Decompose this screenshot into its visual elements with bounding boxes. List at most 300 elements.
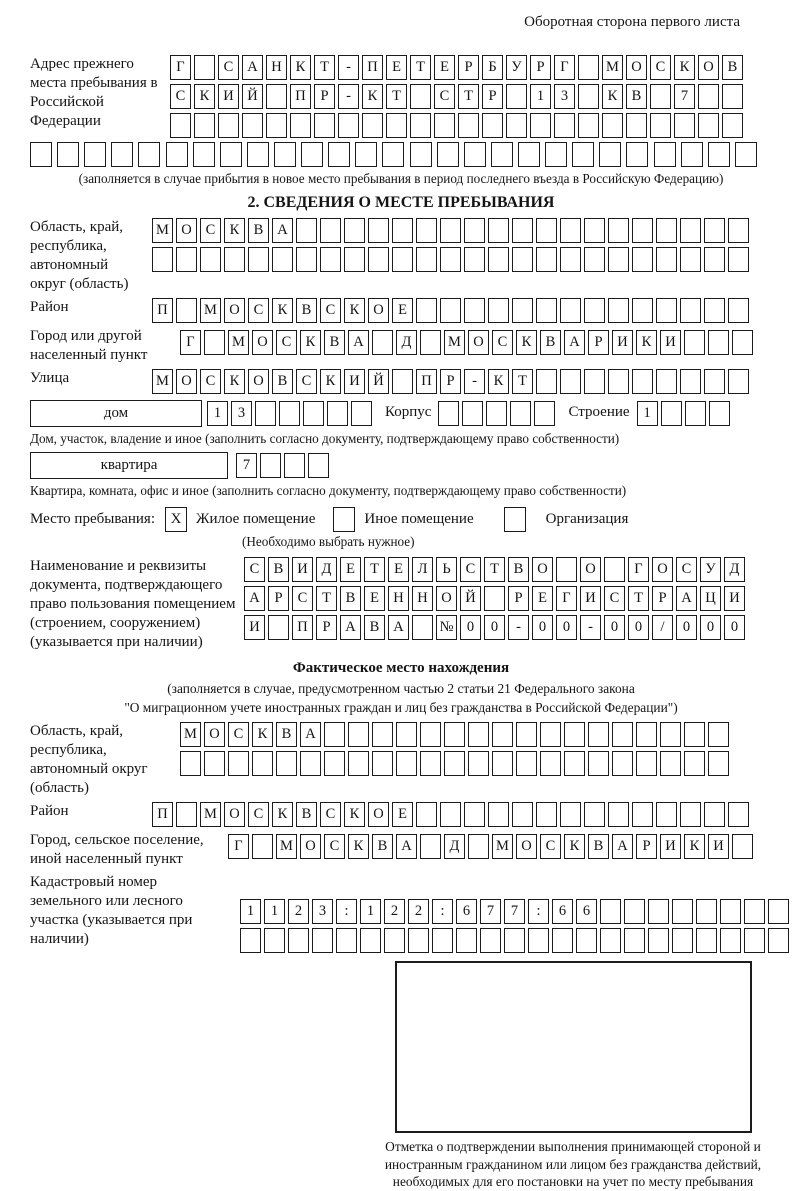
char-box[interactable]: В xyxy=(364,615,385,640)
char-box[interactable]: С xyxy=(492,330,513,355)
char-box[interactable] xyxy=(420,751,441,776)
char-box[interactable] xyxy=(560,802,581,827)
char-box[interactable]: 0 xyxy=(700,615,721,640)
char-box[interactable] xyxy=(560,298,581,323)
char-box[interactable] xyxy=(276,751,297,776)
char-box[interactable]: М xyxy=(602,55,623,80)
char-box[interactable] xyxy=(464,247,485,272)
char-box[interactable] xyxy=(512,247,533,272)
char-box[interactable]: В xyxy=(340,586,361,611)
char-box[interactable] xyxy=(416,218,437,243)
char-box[interactable] xyxy=(420,834,441,859)
char-box[interactable]: 1 xyxy=(240,899,261,924)
char-box[interactable]: - xyxy=(464,369,485,394)
char-box[interactable] xyxy=(684,722,705,747)
char-box[interactable] xyxy=(458,113,479,138)
char-box[interactable] xyxy=(420,330,441,355)
char-box[interactable]: В xyxy=(722,55,743,80)
char-box[interactable] xyxy=(488,298,509,323)
char-box[interactable]: В xyxy=(248,218,269,243)
char-box[interactable]: С xyxy=(228,722,249,747)
char-box[interactable] xyxy=(464,142,486,167)
char-box[interactable] xyxy=(709,401,730,426)
char-box[interactable] xyxy=(348,722,369,747)
char-box[interactable] xyxy=(416,298,437,323)
char-box[interactable]: А xyxy=(242,55,263,80)
char-box[interactable]: 0 xyxy=(628,615,649,640)
char-box[interactable]: 6 xyxy=(456,899,477,924)
char-box[interactable]: К xyxy=(344,298,365,323)
char-box[interactable] xyxy=(612,751,633,776)
char-box[interactable]: К xyxy=(684,834,705,859)
char-box[interactable] xyxy=(264,928,285,953)
char-box[interactable] xyxy=(491,142,513,167)
checkbox-organizatsiya[interactable] xyxy=(504,507,526,532)
char-box[interactable] xyxy=(152,247,173,272)
char-box[interactable]: С xyxy=(296,369,317,394)
char-box[interactable]: Г xyxy=(228,834,249,859)
char-box[interactable]: О xyxy=(204,722,225,747)
char-box[interactable]: 1 xyxy=(637,401,658,426)
char-box[interactable]: П xyxy=(290,84,311,109)
char-box[interactable] xyxy=(560,369,581,394)
char-box[interactable] xyxy=(84,142,106,167)
char-box[interactable] xyxy=(554,113,575,138)
char-box[interactable]: С xyxy=(604,586,625,611)
char-box[interactable] xyxy=(512,218,533,243)
char-box[interactable] xyxy=(704,247,725,272)
char-box[interactable]: Д xyxy=(724,557,745,582)
char-box[interactable] xyxy=(444,722,465,747)
char-box[interactable] xyxy=(204,330,225,355)
char-box[interactable]: Е xyxy=(388,557,409,582)
char-box[interactable] xyxy=(218,113,239,138)
char-box[interactable]: Б xyxy=(482,55,503,80)
char-box[interactable]: Н xyxy=(412,586,433,611)
char-box[interactable]: 7 xyxy=(674,84,695,109)
char-box[interactable] xyxy=(410,142,432,167)
char-box[interactable] xyxy=(416,247,437,272)
char-box[interactable] xyxy=(336,928,357,953)
char-box[interactable] xyxy=(464,218,485,243)
char-box[interactable]: Л xyxy=(412,557,433,582)
char-box[interactable]: 0 xyxy=(532,615,553,640)
char-box[interactable] xyxy=(351,401,372,426)
char-box[interactable]: 0 xyxy=(484,615,505,640)
char-box[interactable] xyxy=(572,142,594,167)
char-box[interactable] xyxy=(392,218,413,243)
char-box[interactable]: Е xyxy=(532,586,553,611)
char-box[interactable] xyxy=(672,899,693,924)
char-box[interactable] xyxy=(578,84,599,109)
char-box[interactable] xyxy=(768,928,789,953)
char-box[interactable] xyxy=(242,113,263,138)
char-box[interactable] xyxy=(672,928,693,953)
char-box[interactable] xyxy=(632,218,653,243)
char-box[interactable] xyxy=(540,751,561,776)
char-box[interactable] xyxy=(170,113,191,138)
char-box[interactable] xyxy=(252,751,273,776)
char-box[interactable]: С xyxy=(320,298,341,323)
char-box[interactable] xyxy=(434,113,455,138)
char-box[interactable] xyxy=(578,55,599,80)
char-box[interactable] xyxy=(681,142,703,167)
char-box[interactable]: В xyxy=(268,557,289,582)
char-box[interactable] xyxy=(528,928,549,953)
char-box[interactable] xyxy=(111,142,133,167)
char-box[interactable] xyxy=(444,751,465,776)
char-box[interactable]: Т xyxy=(628,586,649,611)
char-box[interactable] xyxy=(410,84,431,109)
char-box[interactable] xyxy=(608,802,629,827)
char-box[interactable] xyxy=(632,369,653,394)
char-box[interactable] xyxy=(656,298,677,323)
char-box[interactable]: А xyxy=(676,586,697,611)
char-box[interactable] xyxy=(624,899,645,924)
char-box[interactable] xyxy=(536,802,557,827)
char-box[interactable] xyxy=(328,142,350,167)
char-box[interactable] xyxy=(437,142,459,167)
checkbox-inoe[interactable] xyxy=(333,507,355,532)
char-box[interactable] xyxy=(540,722,561,747)
char-box[interactable] xyxy=(648,899,669,924)
char-box[interactable] xyxy=(584,218,605,243)
char-box[interactable]: И xyxy=(708,834,729,859)
char-box[interactable]: 2 xyxy=(384,899,405,924)
char-box[interactable] xyxy=(728,802,749,827)
char-box[interactable]: 0 xyxy=(556,615,577,640)
char-box[interactable]: М xyxy=(200,298,221,323)
char-box[interactable]: К xyxy=(300,330,321,355)
char-box[interactable]: В xyxy=(272,369,293,394)
char-box[interactable] xyxy=(255,401,276,426)
char-box[interactable]: А xyxy=(300,722,321,747)
char-box[interactable]: К xyxy=(272,298,293,323)
char-box[interactable]: № xyxy=(436,615,457,640)
char-box[interactable]: С xyxy=(650,55,671,80)
char-box[interactable]: Т xyxy=(484,557,505,582)
char-box[interactable] xyxy=(696,899,717,924)
char-box[interactable]: Г xyxy=(554,55,575,80)
char-box[interactable]: Т xyxy=(316,586,337,611)
char-box[interactable] xyxy=(416,802,437,827)
char-box[interactable]: 3 xyxy=(312,899,333,924)
char-box[interactable] xyxy=(626,142,648,167)
char-box[interactable] xyxy=(545,142,567,167)
char-box[interactable]: А xyxy=(612,834,633,859)
char-box[interactable] xyxy=(698,113,719,138)
char-box[interactable]: К xyxy=(252,722,273,747)
char-box[interactable]: Р xyxy=(636,834,657,859)
char-box[interactable] xyxy=(698,84,719,109)
char-box[interactable] xyxy=(482,113,503,138)
char-box[interactable]: С xyxy=(276,330,297,355)
char-box[interactable] xyxy=(440,218,461,243)
char-box[interactable] xyxy=(372,751,393,776)
char-box[interactable]: Е xyxy=(386,55,407,80)
char-box[interactable]: 7 xyxy=(504,899,525,924)
char-box[interactable] xyxy=(440,298,461,323)
char-box[interactable] xyxy=(420,722,441,747)
char-box[interactable]: К xyxy=(348,834,369,859)
char-box[interactable]: М xyxy=(200,802,221,827)
char-box[interactable] xyxy=(372,330,393,355)
char-box[interactable]: С xyxy=(244,557,265,582)
char-box[interactable]: Е xyxy=(434,55,455,80)
char-box[interactable] xyxy=(228,751,249,776)
char-box[interactable] xyxy=(660,722,681,747)
char-box[interactable] xyxy=(578,113,599,138)
char-box[interactable]: Е xyxy=(392,298,413,323)
char-box[interactable]: Г xyxy=(170,55,191,80)
char-box[interactable] xyxy=(314,113,335,138)
char-box[interactable] xyxy=(722,84,743,109)
char-box[interactable]: А xyxy=(348,330,369,355)
char-box[interactable]: Р xyxy=(508,586,529,611)
char-box[interactable]: 7 xyxy=(480,899,501,924)
char-box[interactable] xyxy=(412,615,433,640)
char-box[interactable]: М xyxy=(180,722,201,747)
char-box[interactable] xyxy=(576,928,597,953)
char-box[interactable] xyxy=(684,751,705,776)
char-box[interactable] xyxy=(279,401,300,426)
char-box[interactable] xyxy=(608,247,629,272)
char-box[interactable]: М xyxy=(228,330,249,355)
char-box[interactable]: К xyxy=(320,369,341,394)
char-box[interactable]: Р xyxy=(440,369,461,394)
char-box[interactable] xyxy=(584,802,605,827)
char-box[interactable] xyxy=(268,615,289,640)
char-box[interactable] xyxy=(506,84,527,109)
char-box[interactable]: В xyxy=(276,722,297,747)
char-box[interactable]: У xyxy=(700,557,721,582)
char-box[interactable]: Е xyxy=(340,557,361,582)
char-box[interactable] xyxy=(296,218,317,243)
char-box[interactable]: 0 xyxy=(460,615,481,640)
char-box[interactable] xyxy=(584,298,605,323)
char-box[interactable] xyxy=(296,247,317,272)
char-box[interactable] xyxy=(632,247,653,272)
char-box[interactable]: О xyxy=(698,55,719,80)
char-box[interactable]: Р xyxy=(652,586,673,611)
char-box[interactable]: К xyxy=(636,330,657,355)
char-box[interactable]: Е xyxy=(364,586,385,611)
char-box[interactable] xyxy=(708,751,729,776)
char-box[interactable]: П xyxy=(416,369,437,394)
char-box[interactable]: - xyxy=(508,615,529,640)
char-box[interactable] xyxy=(204,751,225,776)
char-box[interactable]: Р xyxy=(314,84,335,109)
char-box[interactable]: М xyxy=(152,369,173,394)
char-box[interactable] xyxy=(588,751,609,776)
char-box[interactable] xyxy=(728,247,749,272)
char-box[interactable]: И xyxy=(612,330,633,355)
char-box[interactable]: 1 xyxy=(530,84,551,109)
char-box[interactable]: И xyxy=(218,84,239,109)
char-box[interactable] xyxy=(176,247,197,272)
char-box[interactable] xyxy=(266,84,287,109)
char-box[interactable]: С xyxy=(200,218,221,243)
char-box[interactable] xyxy=(656,369,677,394)
char-box[interactable]: И xyxy=(344,369,365,394)
char-box[interactable] xyxy=(320,247,341,272)
char-box[interactable]: Р xyxy=(268,586,289,611)
char-box[interactable]: И xyxy=(660,330,681,355)
char-box[interactable] xyxy=(396,722,417,747)
char-box[interactable] xyxy=(708,722,729,747)
char-box[interactable]: Н xyxy=(388,586,409,611)
char-box[interactable] xyxy=(602,113,623,138)
char-box[interactable]: М xyxy=(276,834,297,859)
char-box[interactable]: О xyxy=(580,557,601,582)
char-box[interactable] xyxy=(512,298,533,323)
char-box[interactable]: 1 xyxy=(207,401,228,426)
char-box[interactable] xyxy=(348,751,369,776)
char-box[interactable] xyxy=(193,142,215,167)
char-box[interactable]: О xyxy=(516,834,537,859)
char-box[interactable] xyxy=(486,401,507,426)
char-box[interactable] xyxy=(624,928,645,953)
char-box[interactable]: О xyxy=(368,298,389,323)
char-box[interactable]: 0 xyxy=(676,615,697,640)
char-box[interactable]: : xyxy=(432,899,453,924)
char-box[interactable] xyxy=(252,834,273,859)
char-box[interactable]: В xyxy=(324,330,345,355)
char-box[interactable]: Й xyxy=(460,586,481,611)
char-box[interactable]: Г xyxy=(556,586,577,611)
char-box[interactable]: П xyxy=(152,298,173,323)
char-box[interactable] xyxy=(604,557,625,582)
char-box[interactable] xyxy=(636,751,657,776)
char-box[interactable] xyxy=(680,802,701,827)
char-box[interactable]: А xyxy=(272,218,293,243)
char-box[interactable] xyxy=(656,802,677,827)
char-box[interactable]: А xyxy=(388,615,409,640)
char-box[interactable] xyxy=(274,142,296,167)
char-box[interactable] xyxy=(728,218,749,243)
char-box[interactable]: У xyxy=(506,55,527,80)
char-box[interactable] xyxy=(57,142,79,167)
char-box[interactable] xyxy=(200,247,221,272)
char-box[interactable]: 3 xyxy=(231,401,252,426)
char-box[interactable]: 1 xyxy=(264,899,285,924)
char-box[interactable] xyxy=(308,453,329,478)
char-box[interactable] xyxy=(368,218,389,243)
char-box[interactable] xyxy=(564,751,585,776)
char-box[interactable] xyxy=(303,401,324,426)
char-box[interactable]: С xyxy=(460,557,481,582)
char-box[interactable] xyxy=(512,802,533,827)
char-box[interactable]: Ь xyxy=(436,557,457,582)
char-box[interactable] xyxy=(480,928,501,953)
char-box[interactable]: М xyxy=(444,330,465,355)
char-box[interactable] xyxy=(432,928,453,953)
char-box[interactable]: О xyxy=(176,218,197,243)
char-box[interactable] xyxy=(324,751,345,776)
char-box[interactable]: К xyxy=(516,330,537,355)
char-box[interactable] xyxy=(344,218,365,243)
char-box[interactable] xyxy=(260,453,281,478)
char-box[interactable] xyxy=(696,928,717,953)
char-box[interactable]: П xyxy=(152,802,173,827)
char-box[interactable]: Р xyxy=(588,330,609,355)
char-box[interactable] xyxy=(300,751,321,776)
char-box[interactable]: С xyxy=(676,557,697,582)
char-box[interactable] xyxy=(166,142,188,167)
char-box[interactable] xyxy=(708,330,729,355)
char-box[interactable] xyxy=(464,802,485,827)
char-box[interactable]: С xyxy=(434,84,455,109)
char-box[interactable] xyxy=(680,218,701,243)
char-box[interactable]: О xyxy=(652,557,673,582)
char-box[interactable] xyxy=(468,722,489,747)
char-box[interactable]: О xyxy=(368,802,389,827)
char-box[interactable] xyxy=(392,369,413,394)
char-box[interactable]: О xyxy=(626,55,647,80)
char-box[interactable] xyxy=(468,751,489,776)
char-box[interactable] xyxy=(656,218,677,243)
char-box[interactable] xyxy=(180,751,201,776)
char-box[interactable]: О xyxy=(436,586,457,611)
char-box[interactable] xyxy=(312,928,333,953)
char-box[interactable]: К xyxy=(194,84,215,109)
char-box[interactable] xyxy=(456,928,477,953)
char-box[interactable] xyxy=(732,330,753,355)
char-box[interactable] xyxy=(674,113,695,138)
char-box[interactable]: Т xyxy=(458,84,479,109)
char-box[interactable]: С xyxy=(200,369,221,394)
char-box[interactable] xyxy=(722,113,743,138)
char-box[interactable] xyxy=(661,401,682,426)
char-box[interactable]: И xyxy=(660,834,681,859)
char-box[interactable]: Г xyxy=(180,330,201,355)
char-box[interactable]: В xyxy=(296,298,317,323)
char-box[interactable]: Р xyxy=(482,84,503,109)
char-box[interactable] xyxy=(272,247,293,272)
char-box[interactable]: - xyxy=(338,84,359,109)
char-box[interactable]: Т xyxy=(410,55,431,80)
char-box[interactable]: К xyxy=(488,369,509,394)
char-box[interactable] xyxy=(720,928,741,953)
char-box[interactable] xyxy=(368,247,389,272)
char-box[interactable]: О xyxy=(300,834,321,859)
char-box[interactable]: К xyxy=(362,84,383,109)
char-box[interactable]: Д xyxy=(396,330,417,355)
char-box[interactable]: 0 xyxy=(604,615,625,640)
char-box[interactable]: Й xyxy=(242,84,263,109)
char-box[interactable]: К xyxy=(272,802,293,827)
char-box[interactable]: И xyxy=(244,615,265,640)
char-box[interactable] xyxy=(324,722,345,747)
char-box[interactable] xyxy=(536,218,557,243)
char-box[interactable]: Р xyxy=(458,55,479,80)
char-box[interactable]: : xyxy=(528,899,549,924)
char-box[interactable]: Й xyxy=(368,369,389,394)
char-box[interactable] xyxy=(685,401,706,426)
char-box[interactable] xyxy=(510,401,531,426)
char-box[interactable]: К xyxy=(344,802,365,827)
char-box[interactable]: М xyxy=(152,218,173,243)
char-box[interactable]: - xyxy=(580,615,601,640)
char-box[interactable] xyxy=(534,401,555,426)
char-box[interactable]: А xyxy=(396,834,417,859)
char-box[interactable] xyxy=(626,113,647,138)
char-box[interactable]: Н xyxy=(266,55,287,80)
char-box[interactable]: : xyxy=(336,899,357,924)
char-box[interactable] xyxy=(266,113,287,138)
char-box[interactable] xyxy=(584,369,605,394)
char-box[interactable]: 3 xyxy=(554,84,575,109)
